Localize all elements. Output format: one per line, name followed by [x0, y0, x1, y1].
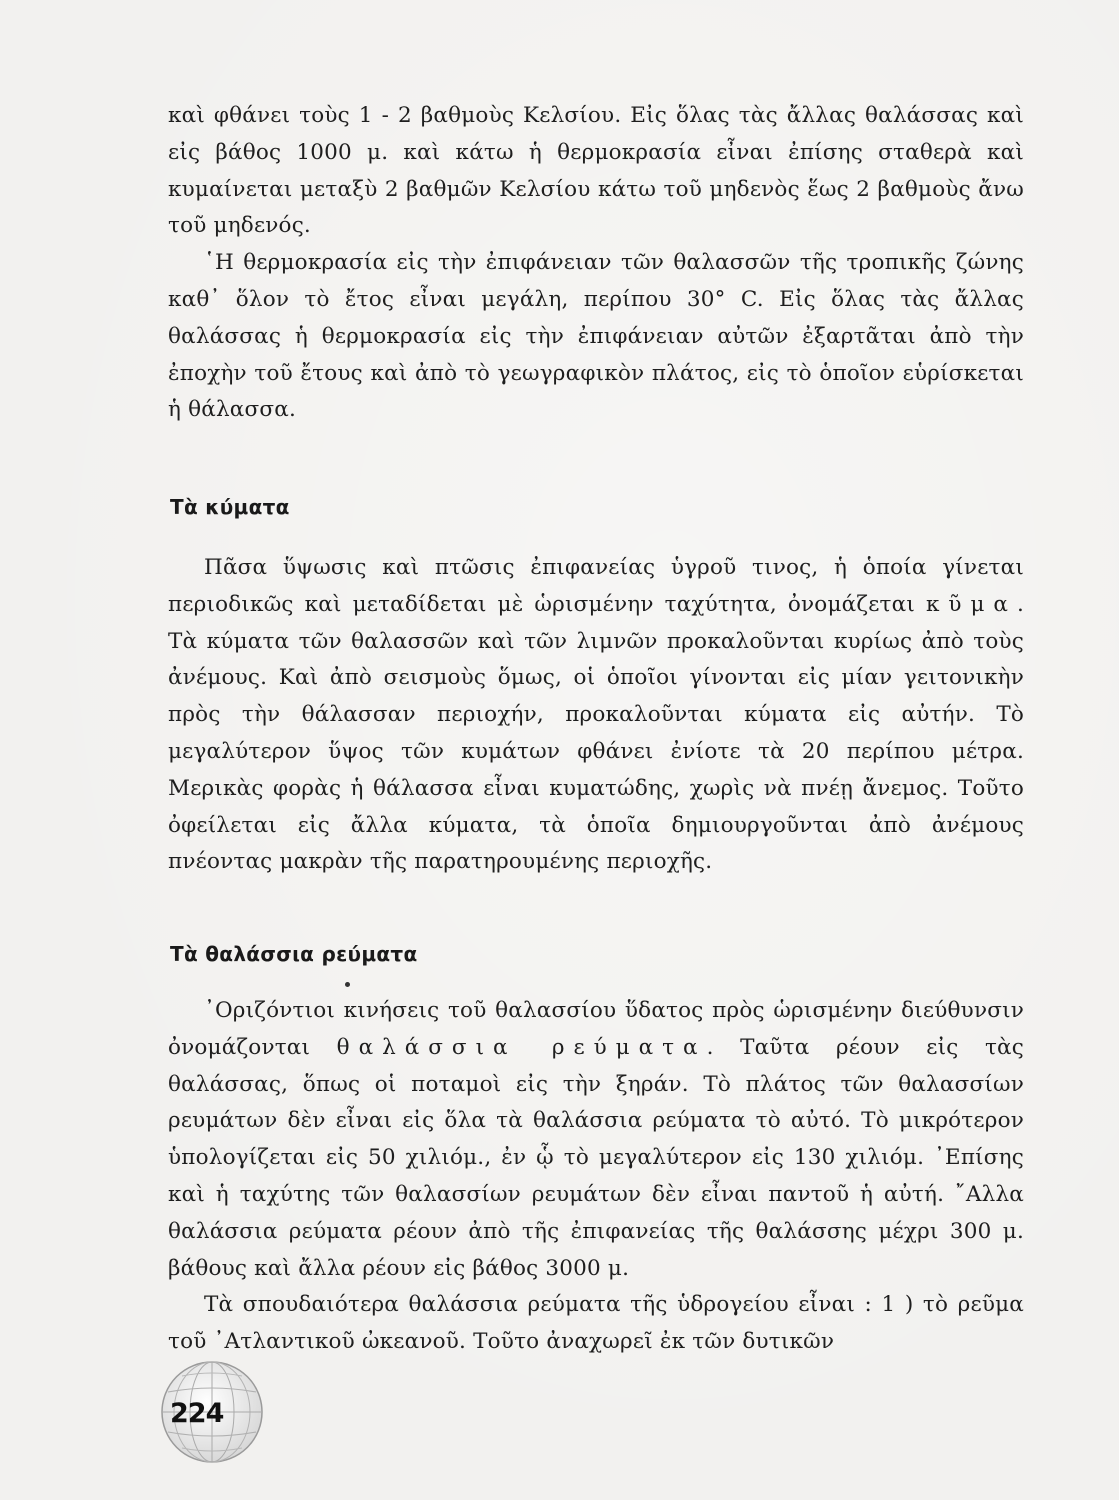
- temperature-text: [168, 98, 1024, 429]
- heading-sea-currents: Τὰ θαλάσσια ρεύματα: [170, 942, 418, 966]
- heading-waves: Τὰ κύματα: [170, 495, 290, 519]
- bullet-dot: [345, 982, 350, 987]
- currents-text-before: ᾽Οριζόντιοι κινήσεις τοῦ θαλασσίου ὕδατος πρὸς ὡρισμένην διεύθυνσιν ὀνομάζονται: [168, 998, 1024, 1060]
- waves-text-before: Πᾶσα ὕψωσις καὶ πτῶσις ἐπιφανείας ὑγροῦ τινος, ἡ ὁποία γίνεται περιοδικῶς καὶ μεταδίδεται μὲ ὡρισμένην ταχύτητα, ὀνομάζεται: [168, 555, 1024, 617]
- term-wave: κῦμα: [925, 591, 1017, 617]
- waves-text-after: . Τὰ κύματα τῶν θαλασσῶν καὶ τῶν λιμνῶν προκαλοῦνται κυρίως ἀπὸ τοὺς ἀνέμους. Καὶ ἀπὸ σεισμοὺς ὅμως, οἱ ὁποῖοι γίνονται εἰς μίαν γειτονικὴν πρὸς τὴν θάλασσαν περιοχήν, προκαλοῦνται κύματα εἰς αὐτήν. Τὸ μεγαλύτερον ὕψος τῶν κυμάτων φθάνει ἐνίοτε τὰ 20 περίπου μέτρα. Μερικὰς φορὰς ἡ θάλασσα εἶναι κυματώδης, χωρὶς νὰ πνέῃ ἄνεμος. Τοῦτο ὀφείλεται εἰς ἄλλα κύματα, τὰ ὁποῖα δημιουργοῦνται ἀπὸ ἀνέμους πνέοντας μακρὰν τῆς παρατηρουμένης περιοχῆς.: [168, 591, 1024, 875]
- currents-text-after: . Ταῦτα ρέουν εἰς τὰς θαλάσσας, ὅπως οἱ ποταμοὶ εἰς τὴν ξηράν. Τὸ πλάτος τῶν θαλασσίων ρευμάτων δὲν εἶναι εἰς ὅλα τὰ θαλάσσια ρεύματα τὸ αὐτό. Τὸ μικρότερον ὑπολογίζεται εἰς 50 χιλιόμ., ἐν ᾧ τὸ μεγαλύτερον εἰς 130 χιλιόμ. ᾽Επίσης καὶ ἡ ταχύτης τῶν θαλασσίων ρευμάτων δὲν εἶναι παντοῦ ἡ αὐτή. ῎Αλλα θαλάσσια ρεύματα ρέουν ἀπὸ τῆς ἐπιφανείας τῆς θαλάσσης μέχρι 300 μ. βάθους καὶ ἄλλα ρέουν εἰς βάθος 3000 μ.: [168, 1034, 1025, 1281]
- term-sea-currents: θαλάσσια ρεύματα: [336, 1034, 707, 1060]
- waves-text: [168, 550, 1024, 881]
- currents-text: [168, 993, 1024, 1361]
- paragraph-1: καὶ φθάνει τοὺς 1 - 2 βαθμοὺς Κελσίου. Εἰς ὅλας τὰς ἄλλας θαλάσσας καὶ εἰς βάθος 1000 μ. καὶ κάτω ἡ θερμοκρασία εἶναι ἐπίσης σταθερὰ καὶ κυμαίνεται μεταξὺ 2 βαθμῶν Κελσίου κάτω τοῦ μηδενὸς ἕως 2 βαθμοὺς ἄνω τοῦ μηδενός.: [168, 103, 1024, 239]
- paragraph-2: ῾Η θερμοκρασία εἰς τὴν ἐπιφάνειαν τῶν θαλασσῶν τῆς τροπικῆς ζώνης καθ᾽ ὅλον τὸ ἔτος εἶναι μεγάλη, περίπου 30° C. Εἰς ὅλας τὰς ἄλλας θαλάσσας ἡ θερμοκρασία εἰς τὴν ἐπιφάνειαν αὐτῶν ἐξαρτᾶται ἀπὸ τὴν ἐποχὴν τοῦ ἔτους καὶ ἀπὸ τὸ γεωγραφικὸν πλάτος, εἰς τὸ ὁποῖον εὑρίσκεται ἡ θάλασσα.: [168, 250, 1024, 423]
- page-number: 224: [170, 1398, 224, 1429]
- waves-paragraph: [168, 550, 1024, 881]
- currents-paragraph-2: Τὰ σπουδαιότερα θαλάσσια ρεύματα τῆς ὑδρογείου εἶναι : 1 ) τὸ ρεῦμα τοῦ ᾽Ατλαντικοῦ ὠκεανοῦ. Τοῦτο ἀναχωρεῖ ἐκ τῶν δυτικῶν: [168, 1292, 1024, 1355]
- currents-paragraph-1: [168, 993, 1024, 1287]
